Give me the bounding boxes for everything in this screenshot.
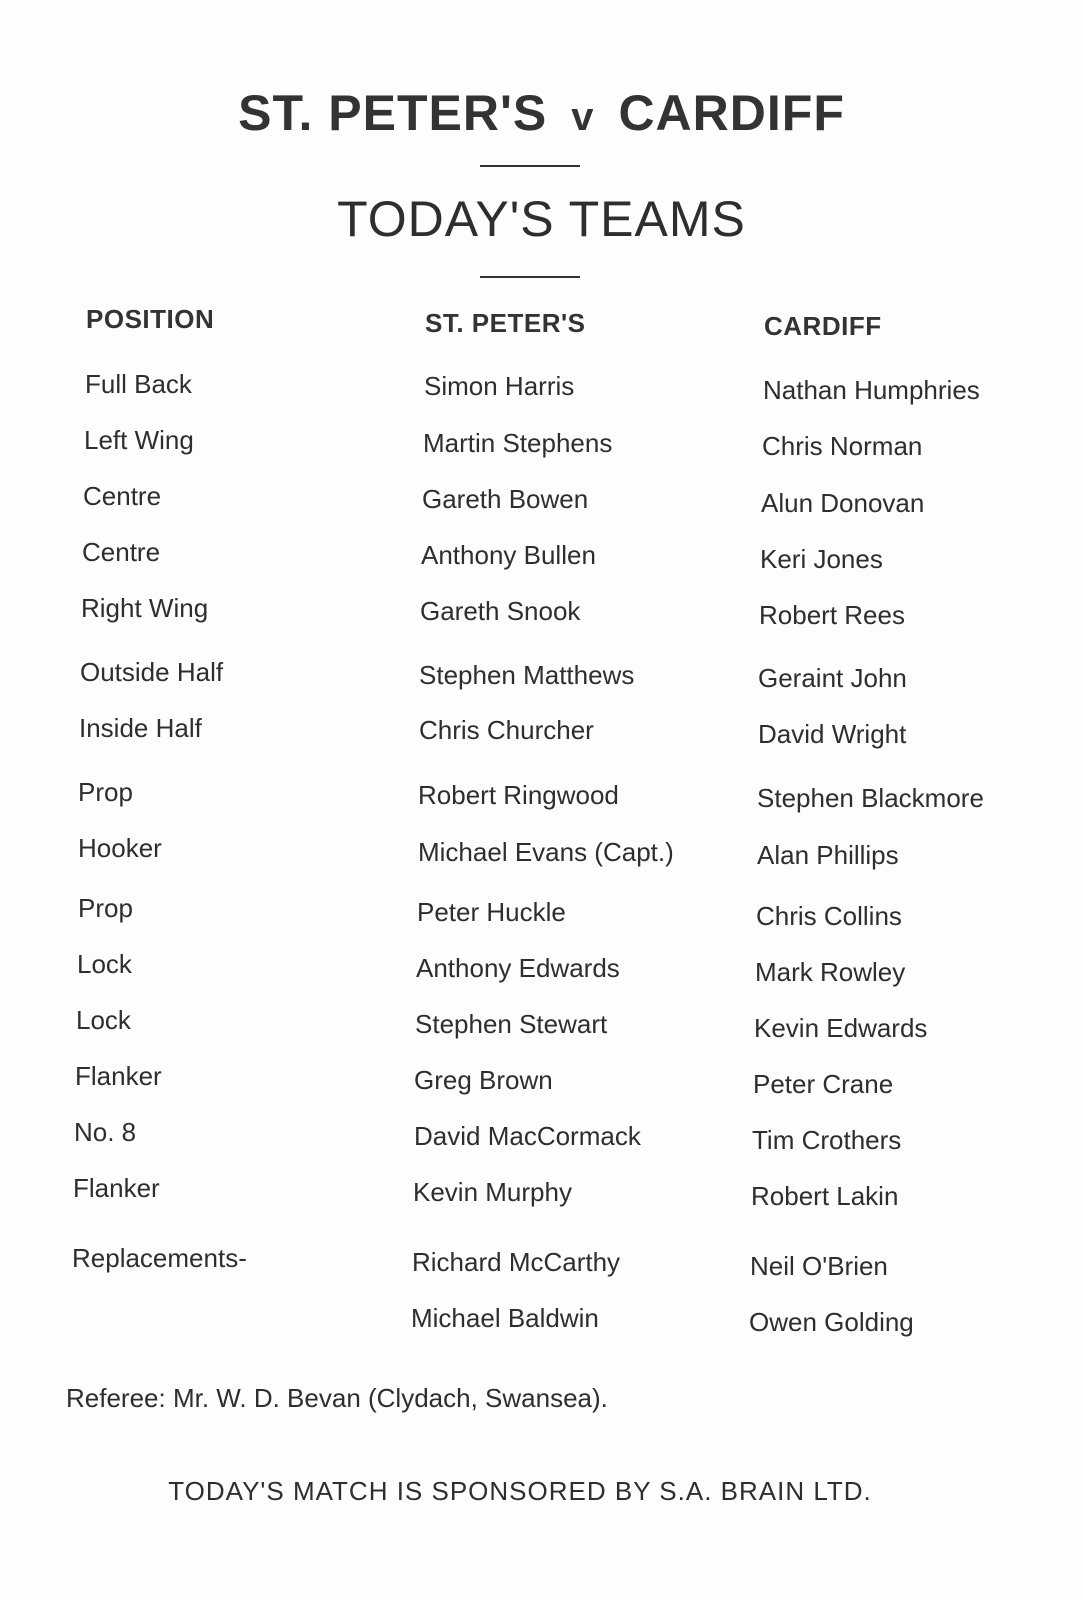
position-cell: Prop (78, 777, 133, 807)
team-row (0, 1117, 1083, 1157)
team-row (0, 777, 1083, 817)
home-player-cell: David MacCormack (414, 1121, 641, 1151)
team-row (0, 481, 1083, 521)
away-player-cell: Tim Crothers (752, 1125, 902, 1155)
away-player-cell: Owen Golding (749, 1307, 914, 1337)
home-player-cell: Simon Harris (424, 371, 575, 401)
team-row (0, 1173, 1083, 1213)
title-divider (480, 165, 580, 167)
column-header-home: ST. PETER'S (425, 308, 586, 338)
sponsor-line: TODAY'S MATCH IS SPONSORED BY S.A. BRAIN LTD. (168, 1476, 872, 1506)
page-subtitle: TODAY'S TEAMS (337, 191, 746, 247)
away-player-cell: Chris Norman (762, 431, 923, 461)
away-player-cell: Geraint John (758, 663, 907, 693)
away-player-cell: Chris Collins (756, 901, 902, 931)
column-header-position: POSITION (86, 304, 215, 334)
home-player-cell: Kevin Murphy (413, 1177, 572, 1207)
away-player-cell: Alun Donovan (761, 488, 925, 518)
home-player-cell: Chris Churcher (419, 715, 594, 745)
position-cell: Outside Half (80, 657, 224, 687)
home-player-cell: Gareth Snook (420, 596, 581, 626)
away-player-cell: Neil O'Brien (750, 1251, 888, 1281)
away-player-cell: Kevin Edwards (754, 1013, 928, 1043)
team-row (0, 425, 1083, 465)
position-cell: Hooker (78, 833, 162, 863)
away-player-cell: Peter Crane (753, 1069, 894, 1099)
team-row (0, 657, 1083, 697)
home-player-cell: Robert Ringwood (418, 780, 619, 810)
away-player-cell: Nathan Humphries (763, 375, 980, 405)
position-cell: No. 8 (74, 1117, 137, 1147)
home-player-cell: Anthony Bullen (421, 540, 596, 570)
away-player-cell: Robert Rees (759, 600, 905, 630)
team-row (0, 537, 1083, 577)
team-row (0, 369, 1083, 409)
home-player-cell: Greg Brown (414, 1065, 553, 1095)
position-cell: Left Wing (84, 425, 194, 455)
away-player-cell: Mark Rowley (755, 957, 906, 987)
home-player-cell: Anthony Edwards (416, 953, 620, 983)
position-cell: Inside Half (79, 713, 202, 743)
away-player-cell: David Wright (758, 719, 907, 749)
home-team-title: ST. PETER'S (238, 85, 548, 141)
referee-line: Referee: Mr. W. D. Bevan (Clydach, Swansea). (66, 1383, 608, 1413)
position-cell: Lock (77, 949, 132, 979)
away-player-cell: Alan Phillips (757, 840, 899, 870)
home-player-cell: Gareth Bowen (422, 484, 589, 514)
position-cell: Flanker (75, 1061, 162, 1091)
away-player-cell: Stephen Blackmore (757, 783, 984, 813)
away-team-title: CARDIFF (618, 85, 845, 141)
position-cell: Centre (82, 537, 161, 567)
team-row (0, 1061, 1083, 1101)
team-row (0, 893, 1083, 933)
away-player-cell: Robert Lakin (751, 1181, 899, 1211)
away-player-cell: Keri Jones (760, 544, 883, 574)
home-player-cell: Michael Baldwin (411, 1303, 599, 1333)
position-cell: Replacements- (72, 1243, 247, 1273)
subtitle-divider (480, 276, 580, 278)
home-player-cell: Stephen Stewart (415, 1009, 608, 1039)
team-row (0, 833, 1083, 873)
home-player-cell: Richard McCarthy (412, 1247, 621, 1277)
position-cell: Flanker (73, 1173, 160, 1203)
match-title (0, 84, 1083, 142)
team-row (0, 949, 1083, 989)
position-cell: Lock (76, 1005, 131, 1035)
home-player-cell: Martin Stephens (423, 428, 613, 458)
column-header-away: CARDIFF (764, 311, 882, 341)
team-row (0, 593, 1083, 633)
position-cell: Right Wing (81, 593, 209, 623)
home-player-cell: Michael Evans (Capt.) (418, 837, 674, 867)
position-cell: Centre (83, 481, 162, 511)
team-row (0, 1299, 1083, 1339)
position-cell: Full Back (85, 369, 192, 399)
team-row (0, 1243, 1083, 1283)
home-player-cell: Peter Huckle (417, 897, 566, 927)
team-row (0, 1005, 1083, 1045)
position-cell: Prop (78, 893, 133, 923)
team-row (0, 713, 1083, 753)
home-player-cell: Stephen Matthews (419, 660, 635, 690)
versus-label: v (571, 95, 595, 139)
